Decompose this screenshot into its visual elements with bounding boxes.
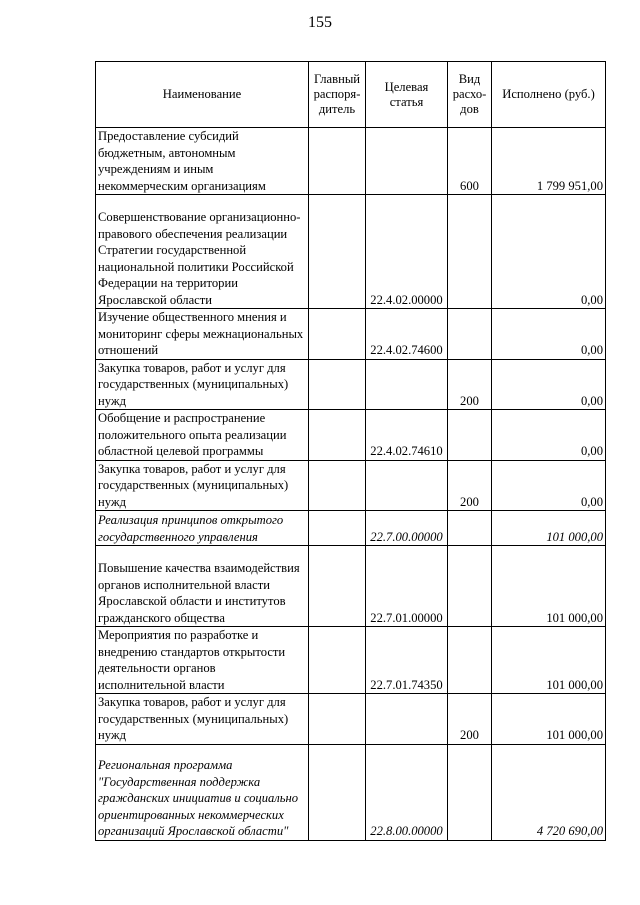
- row-amount: 101 000,00: [492, 694, 606, 745]
- table-row: [96, 359, 606, 410]
- row-admin: [309, 359, 366, 410]
- row-article: 22.7.00.00000: [366, 511, 448, 546]
- row-expense-type: 200: [448, 694, 492, 745]
- row-name: Закупка товаров, работ и услуг для государственных (муниципальных) нужд: [96, 694, 309, 745]
- row-admin: [309, 128, 366, 195]
- table-header-row: [96, 62, 606, 128]
- row-admin: [309, 195, 366, 309]
- row-name: Закупка товаров, работ и услуг для государственных (муниципальных) нужд: [96, 460, 309, 511]
- header-article: Целевая статья: [366, 62, 448, 128]
- table-row: [96, 694, 606, 745]
- row-amount: 4 720 690,00: [492, 744, 606, 840]
- row-name: Повышение качества взаимодействия органов исполнительной власти Ярославской области и институтов гражданского общества: [96, 546, 309, 627]
- row-expense-type: 200: [448, 460, 492, 511]
- header-amount: Исполнено (руб.): [492, 62, 606, 128]
- table-row: [96, 744, 606, 840]
- header-admin: Главный распоря-дитель: [309, 62, 366, 128]
- table-row: [96, 546, 606, 627]
- row-name: Региональная программа "Государственная поддержка гражданских инициатив и социально ориентированных некоммерческих организаций Ярославской области": [96, 744, 309, 840]
- row-admin: [309, 460, 366, 511]
- row-name: Реализация принципов открытого государственного управления: [96, 511, 309, 546]
- table-row: [96, 195, 606, 309]
- row-expense-type: [448, 627, 492, 694]
- table-row: [96, 309, 606, 360]
- header-expense-type: Вид расхо-дов: [448, 62, 492, 128]
- row-article: [366, 460, 448, 511]
- row-name: Предоставление субсидий бюджетным, автономным учреждениям и иным некоммерческим организациям: [96, 128, 309, 195]
- row-name: Изучение общественного мнения и мониторинг сферы межнациональных отношений: [96, 309, 309, 360]
- row-amount: 0,00: [492, 410, 606, 461]
- row-admin: [309, 511, 366, 546]
- row-expense-type: [448, 511, 492, 546]
- row-expense-type: [448, 309, 492, 360]
- row-name: Мероприятия по разработке и внедрению стандартов открытости деятельности органов исполнительной власти: [96, 627, 309, 694]
- row-amount: 101 000,00: [492, 546, 606, 627]
- row-amount: 101 000,00: [492, 627, 606, 694]
- row-expense-type: 200: [448, 359, 492, 410]
- header-name: Наименование: [96, 62, 309, 128]
- table-row: [96, 511, 606, 546]
- table-row: [96, 128, 606, 195]
- row-name: Совершенствование организационно-правового обеспечения реализации Стратегии государственной национальной политики Российской Федерации на территории Ярославской области: [96, 195, 309, 309]
- page-number: 155: [308, 14, 332, 31]
- row-article: 22.8.00.00000: [366, 744, 448, 840]
- row-admin: [309, 744, 366, 840]
- row-expense-type: [448, 410, 492, 461]
- row-article: 22.4.02.74610: [366, 410, 448, 461]
- budget-table: [95, 61, 606, 841]
- row-article: [366, 128, 448, 195]
- row-name: Обобщение и распространение положительного опыта реализации областной целевой программы: [96, 410, 309, 461]
- row-article: [366, 694, 448, 745]
- table-row: [96, 460, 606, 511]
- row-amount: 1 799 951,00: [492, 128, 606, 195]
- row-name: Закупка товаров, работ и услуг для государственных (муниципальных) нужд: [96, 359, 309, 410]
- row-admin: [309, 627, 366, 694]
- row-expense-type: 600: [448, 128, 492, 195]
- row-amount: 0,00: [492, 309, 606, 360]
- row-expense-type: [448, 744, 492, 840]
- row-article: 22.7.01.74350: [366, 627, 448, 694]
- row-admin: [309, 410, 366, 461]
- row-article: 22.4.02.74600: [366, 309, 448, 360]
- row-amount: 0,00: [492, 359, 606, 410]
- row-article: 22.7.01.00000: [366, 546, 448, 627]
- row-amount: 0,00: [492, 195, 606, 309]
- row-admin: [309, 309, 366, 360]
- row-article: 22.4.02.00000: [366, 195, 448, 309]
- row-admin: [309, 694, 366, 745]
- row-amount: 0,00: [492, 460, 606, 511]
- row-article: [366, 359, 448, 410]
- row-expense-type: [448, 546, 492, 627]
- row-amount: 101 000,00: [492, 511, 606, 546]
- row-expense-type: [448, 195, 492, 309]
- table-row: [96, 410, 606, 461]
- row-admin: [309, 546, 366, 627]
- table-row: [96, 627, 606, 694]
